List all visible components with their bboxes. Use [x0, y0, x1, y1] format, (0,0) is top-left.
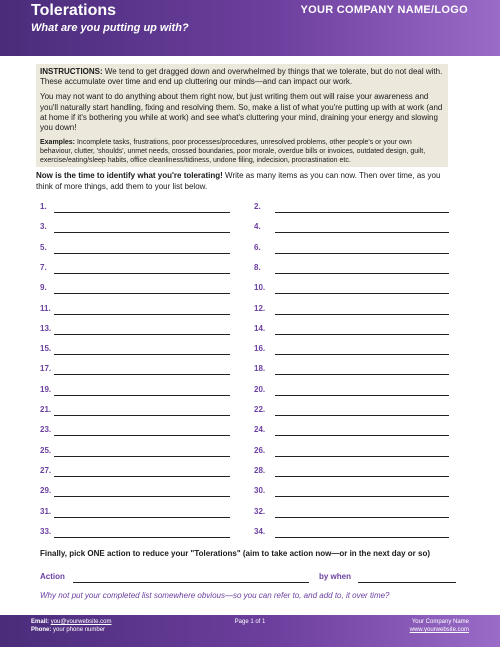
list-item	[250, 344, 445, 358]
page-subtitle: What are you putting up with?	[31, 22, 189, 34]
list-item	[250, 425, 445, 439]
list-item-number: 11.	[40, 303, 51, 313]
list-item-input-line[interactable]	[275, 456, 449, 457]
page-header	[0, 0, 500, 56]
list-item-input-line[interactable]	[275, 334, 449, 335]
list-item-number: 20.	[254, 384, 266, 394]
list-item-number: 8.	[254, 262, 261, 272]
list-item-input-line[interactable]	[54, 232, 230, 233]
list-item-number: 13.	[40, 323, 52, 333]
list-item-input-line[interactable]	[275, 435, 449, 436]
list-item	[36, 507, 231, 521]
list-item-number: 21.	[40, 405, 52, 414]
list-item-number: 18.	[254, 364, 266, 374]
list-item-input-line[interactable]	[275, 496, 449, 497]
list-item-number: 4.	[254, 222, 261, 232]
list-item-number: 1.	[40, 202, 47, 211]
list-item-number: 27.	[40, 465, 52, 475]
list-item-input-line[interactable]	[54, 253, 230, 254]
instructions-text-1: We tend to get dragged down and overwhelmed by things that we tolerate, but do not deal with. These accumulate over time and end up cluttering our minds—and can impact our work.	[40, 67, 443, 87]
footer-website-link[interactable]: www.yourwebsite.com	[409, 627, 469, 633]
list-item	[36, 446, 231, 460]
list-item	[250, 446, 445, 460]
list-item-number: 30.	[254, 486, 266, 496]
list-item	[36, 243, 231, 257]
list-item	[36, 385, 231, 399]
list-item	[36, 364, 231, 378]
list-item-input-line[interactable]	[54, 354, 230, 355]
list-item-number: 26.	[254, 445, 266, 455]
list-item-number: 19.	[40, 384, 52, 394]
list-item-number: 16.	[254, 344, 266, 354]
list-item	[36, 304, 231, 318]
by-when-label: by when	[319, 572, 352, 581]
list-item	[250, 486, 445, 500]
list-item	[36, 466, 231, 480]
list-item	[36, 405, 231, 419]
list-item	[250, 243, 445, 257]
list-item-input-line[interactable]	[54, 435, 230, 436]
list-item-number: 6.	[254, 242, 261, 252]
list-item-number: 2.	[254, 202, 261, 211]
instructions-paragraph-2: You may not want to do anything about them right now, but just writing them out will raise your awareness and you'll naturally start handling, fixing and resolving them. So, make a list of what you're putting up with at work (and at home if it's bothering you while at work) and see what's cluttering your mind, draining your energy and slowing you down!	[40, 92, 443, 133]
list-item-input-line[interactable]	[275, 273, 449, 274]
list-item-number: 25.	[40, 445, 52, 455]
page-footer	[0, 615, 500, 647]
company-logo-placeholder: YOUR COMPANY NAME/LOGO	[300, 4, 468, 16]
list-item-input-line[interactable]	[275, 232, 449, 233]
list-item-input-line[interactable]	[54, 314, 230, 315]
list-item	[250, 283, 445, 297]
list-item-number: 15.	[40, 344, 52, 354]
footer-company	[410, 618, 469, 634]
list-item-number: 3.	[40, 222, 47, 232]
list-item-number: 12.	[254, 303, 266, 313]
list-item	[36, 324, 231, 338]
list-item-input-line[interactable]	[275, 253, 449, 254]
list-item-input-line[interactable]	[54, 395, 230, 396]
action-label: Action	[40, 572, 65, 581]
footer-email-label: Email:	[31, 619, 50, 625]
list-item-input-line[interactable]	[275, 476, 449, 477]
list-item	[250, 364, 445, 378]
list-item	[36, 202, 231, 216]
list-item-input-line[interactable]	[275, 537, 449, 538]
finally-instruction: Finally, pick ONE action to reduce your "Tolerations" (aim to take action now—or in the next day or so)	[40, 549, 431, 558]
list-item-input-line[interactable]	[54, 456, 230, 457]
list-item-input-line[interactable]	[54, 334, 230, 335]
examples-paragraph	[40, 138, 444, 165]
examples-lead: Examples:	[40, 139, 76, 147]
instructions-lead: INSTRUCTIONS:	[40, 67, 103, 76]
list-item	[250, 324, 445, 338]
list-item-number: 28.	[254, 465, 266, 475]
list-item-number: 7.	[40, 262, 47, 272]
list-item-number: 17.	[40, 364, 52, 374]
footer-phone-label: Phone:	[31, 627, 52, 633]
list-item-input-line[interactable]	[54, 537, 230, 538]
list-item-input-line[interactable]	[54, 273, 230, 274]
list-item-input-line[interactable]	[275, 395, 449, 396]
intro-text	[36, 170, 456, 192]
list-item-input-line[interactable]	[275, 374, 449, 375]
list-item-number: 10.	[254, 283, 266, 293]
list-item-input-line[interactable]	[54, 415, 230, 416]
list-item-number: 24.	[254, 425, 266, 435]
by-when-input-line[interactable]	[358, 582, 456, 583]
list-item-input-line[interactable]	[54, 496, 230, 497]
list-item-input-line[interactable]	[54, 293, 230, 294]
list-item-number: 23.	[40, 425, 52, 435]
list-item	[250, 222, 445, 236]
list-item	[36, 425, 231, 439]
action-input-line[interactable]	[73, 582, 309, 583]
list-item-number: 31.	[40, 506, 52, 516]
list-item	[250, 385, 445, 399]
list-item	[250, 405, 445, 419]
instructions-paragraph-1	[40, 67, 444, 87]
footer-page-number: Page 1 of 1	[234, 619, 266, 625]
list-item	[250, 304, 445, 318]
list-item-number: 33.	[40, 526, 52, 536]
list-item	[36, 283, 231, 297]
list-item-number: 5.	[40, 242, 47, 252]
list-item-input-line[interactable]	[54, 517, 230, 518]
closing-note: Why not put your completed list somewhere obvious—so you can refer to, and add to, it over time?	[40, 591, 390, 600]
list-item-input-line[interactable]	[275, 314, 449, 315]
intro-rest: Write as many items as you can now. Then over time, as you think of more things, add them to your list below.	[36, 171, 441, 191]
list-item-number: 32.	[254, 506, 266, 516]
list-item-number: 29.	[40, 486, 52, 496]
intro-lead: Now is the time to identify what you're tolerating!	[36, 171, 223, 180]
list-item	[36, 222, 231, 236]
page-title: Tolerations	[31, 2, 117, 19]
list-item-input-line[interactable]	[54, 212, 230, 213]
list-item-input-line[interactable]	[275, 293, 449, 294]
list-item-input-line[interactable]	[275, 415, 449, 416]
list-item	[36, 527, 231, 541]
instructions-box	[36, 64, 448, 167]
list-item-number: 9.	[40, 283, 47, 293]
list-item-input-line[interactable]	[275, 212, 449, 213]
action-row	[40, 572, 470, 586]
list-item-number: 34.	[254, 526, 266, 536]
list-item-number: 22.	[254, 405, 266, 414]
list-item-input-line[interactable]	[275, 354, 449, 355]
list-item	[250, 527, 445, 541]
list-item	[250, 263, 445, 277]
list-item	[36, 486, 231, 500]
footer-company-name: Your Company Name	[411, 619, 469, 625]
list-item	[250, 507, 445, 521]
list-item	[36, 344, 231, 358]
footer-email-link[interactable]: you@yourwebsite.com	[50, 619, 112, 625]
list-item	[36, 263, 231, 277]
list-item-input-line[interactable]	[54, 476, 230, 477]
examples-text: Incomplete tasks, frustrations, poor processes/procedures, unresolved problems, other people's or your own behaviour, clutter, 'shoulds', unmet needs, crossed boundaries, poor morale, overdue bills or invoices, outdated design, guilt, exercise/eating/sleep habits, office cleanliness/tidiness, undone filing, indecision, procrastination etc.	[40, 139, 426, 165]
footer-phone: your phone number	[53, 627, 106, 633]
list-item-input-line[interactable]	[54, 374, 230, 375]
list-item	[250, 466, 445, 480]
list-item-input-line[interactable]	[275, 517, 449, 518]
list-item-number: 14.	[254, 323, 266, 333]
list-item	[250, 202, 445, 216]
